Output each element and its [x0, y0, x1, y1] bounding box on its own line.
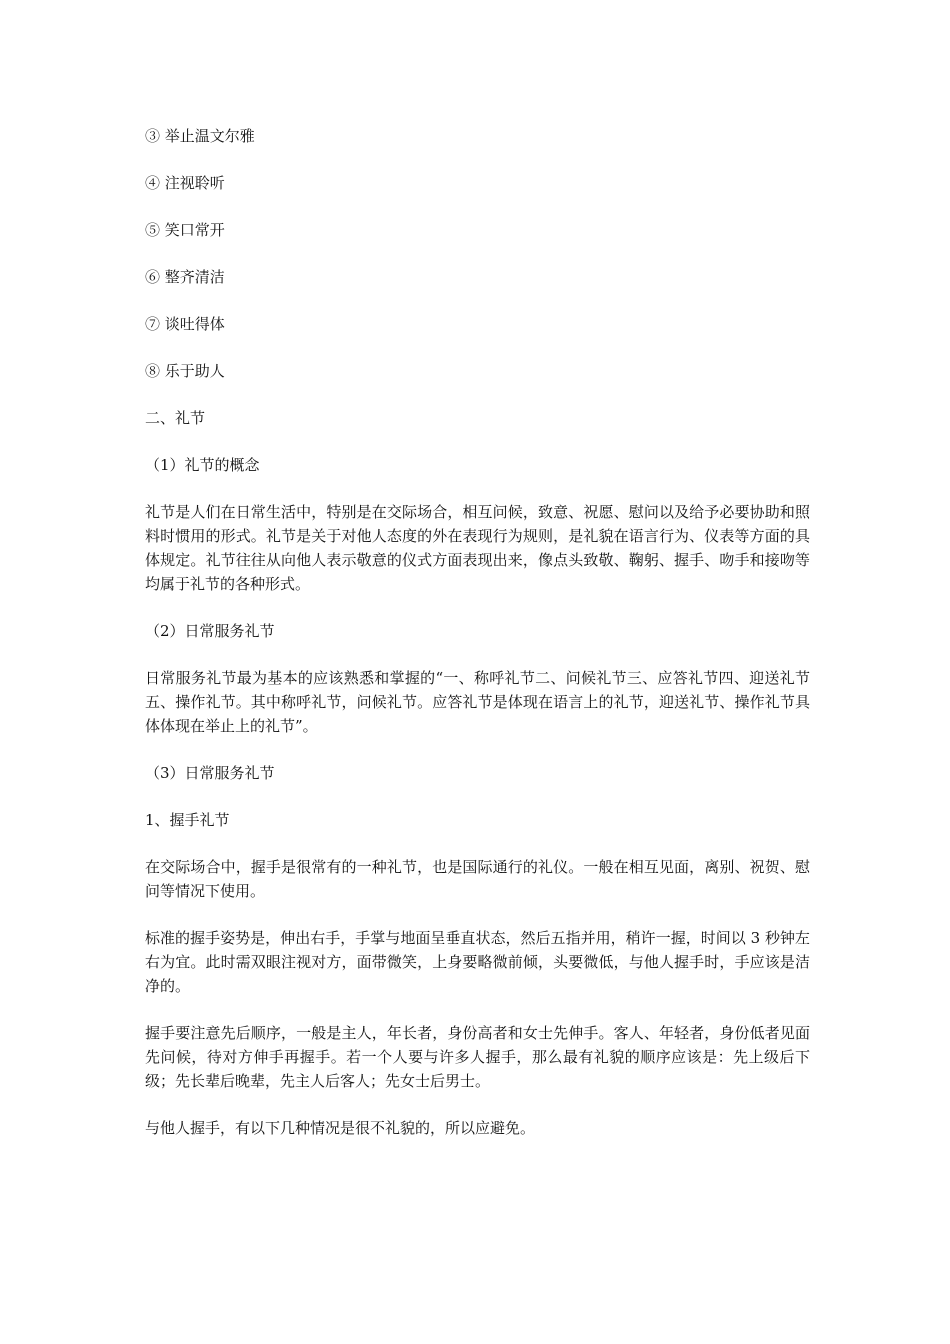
list-item-5: ⑤ 笑口常开	[145, 221, 225, 239]
subsection-heading-2: （2）日常服务礼节	[145, 622, 275, 640]
subsection-heading-1: （1）礼节的概念	[145, 456, 260, 474]
paragraph-daily-service-etiquette: 日常服务礼节最为基本的应该熟悉和掌握的“一、称呼礼节二、问候礼节三、应答礼节四、迎送礼节五、操作礼节。其中称呼礼节，问候礼节。应答礼节是体现在语言上的礼节，迎送礼节、操作礼节具体体现在举止上的礼节”。	[145, 669, 810, 735]
list-item-3: ③ 举止温文尔雅	[145, 127, 255, 145]
document-body	[145, 124, 810, 1140]
paragraph-handshake-avoid: 与他人握手，有以下几种情况是很不礼貌的，所以应避免。	[145, 1119, 536, 1137]
paragraph-handshake-intro: 在交际场合中，握手是很常有的一种礼节，也是国际通行的礼仪。一般在相互见面，离别、祝贺、慰问等情况下使用。	[145, 858, 810, 900]
paragraph-etiquette-concept: 礼节是人们在日常生活中，特别是在交际场合，相互问候，致意、祝愿、慰问以及给予必要协助和照料时惯用的形式。礼节是关于对他人态度的外在表现行为规则，是礼貌在语言行为、仪表等方面的具体规定。礼节往往从向他人表示敬意的仪式方面表现出来，像点头致敬、鞠躬、握手、吻手和接吻等均属于礼节的各种形式。	[145, 503, 810, 593]
list-item-6: ⑥ 整齐清洁	[145, 268, 225, 286]
section-heading: 二、礼节	[145, 409, 206, 427]
topic-heading-handshake: 1、握手礼节	[145, 811, 230, 829]
subsection-heading-3: （3）日常服务礼节	[145, 764, 275, 782]
paragraph-handshake-posture: 标准的握手姿势是，伸出右手，手掌与地面呈垂直状态，然后五指并用，稍许一握，时间以 3 秒钟左右为宜。此时需双眼注视对方，面带微笑，上身要略微前倾，头要微低，与他人握手时，手应该是洁净的。	[145, 929, 810, 995]
list-item-7: ⑦ 谈吐得体	[145, 315, 225, 333]
paragraph-handshake-order: 握手要注意先后顺序，一般是主人，年长者，身份高者和女士先伸手。客人、年轻者，身份低者见面先问候，待对方伸手再握手。若一个人要与许多人握手，那么最有礼貌的顺序应该是：先上级后下级；先长辈后晚辈，先主人后客人；先女士后男士。	[145, 1024, 810, 1090]
list-item-8: ⑧ 乐于助人	[145, 362, 225, 380]
list-item-4: ④ 注视聆听	[145, 174, 225, 192]
